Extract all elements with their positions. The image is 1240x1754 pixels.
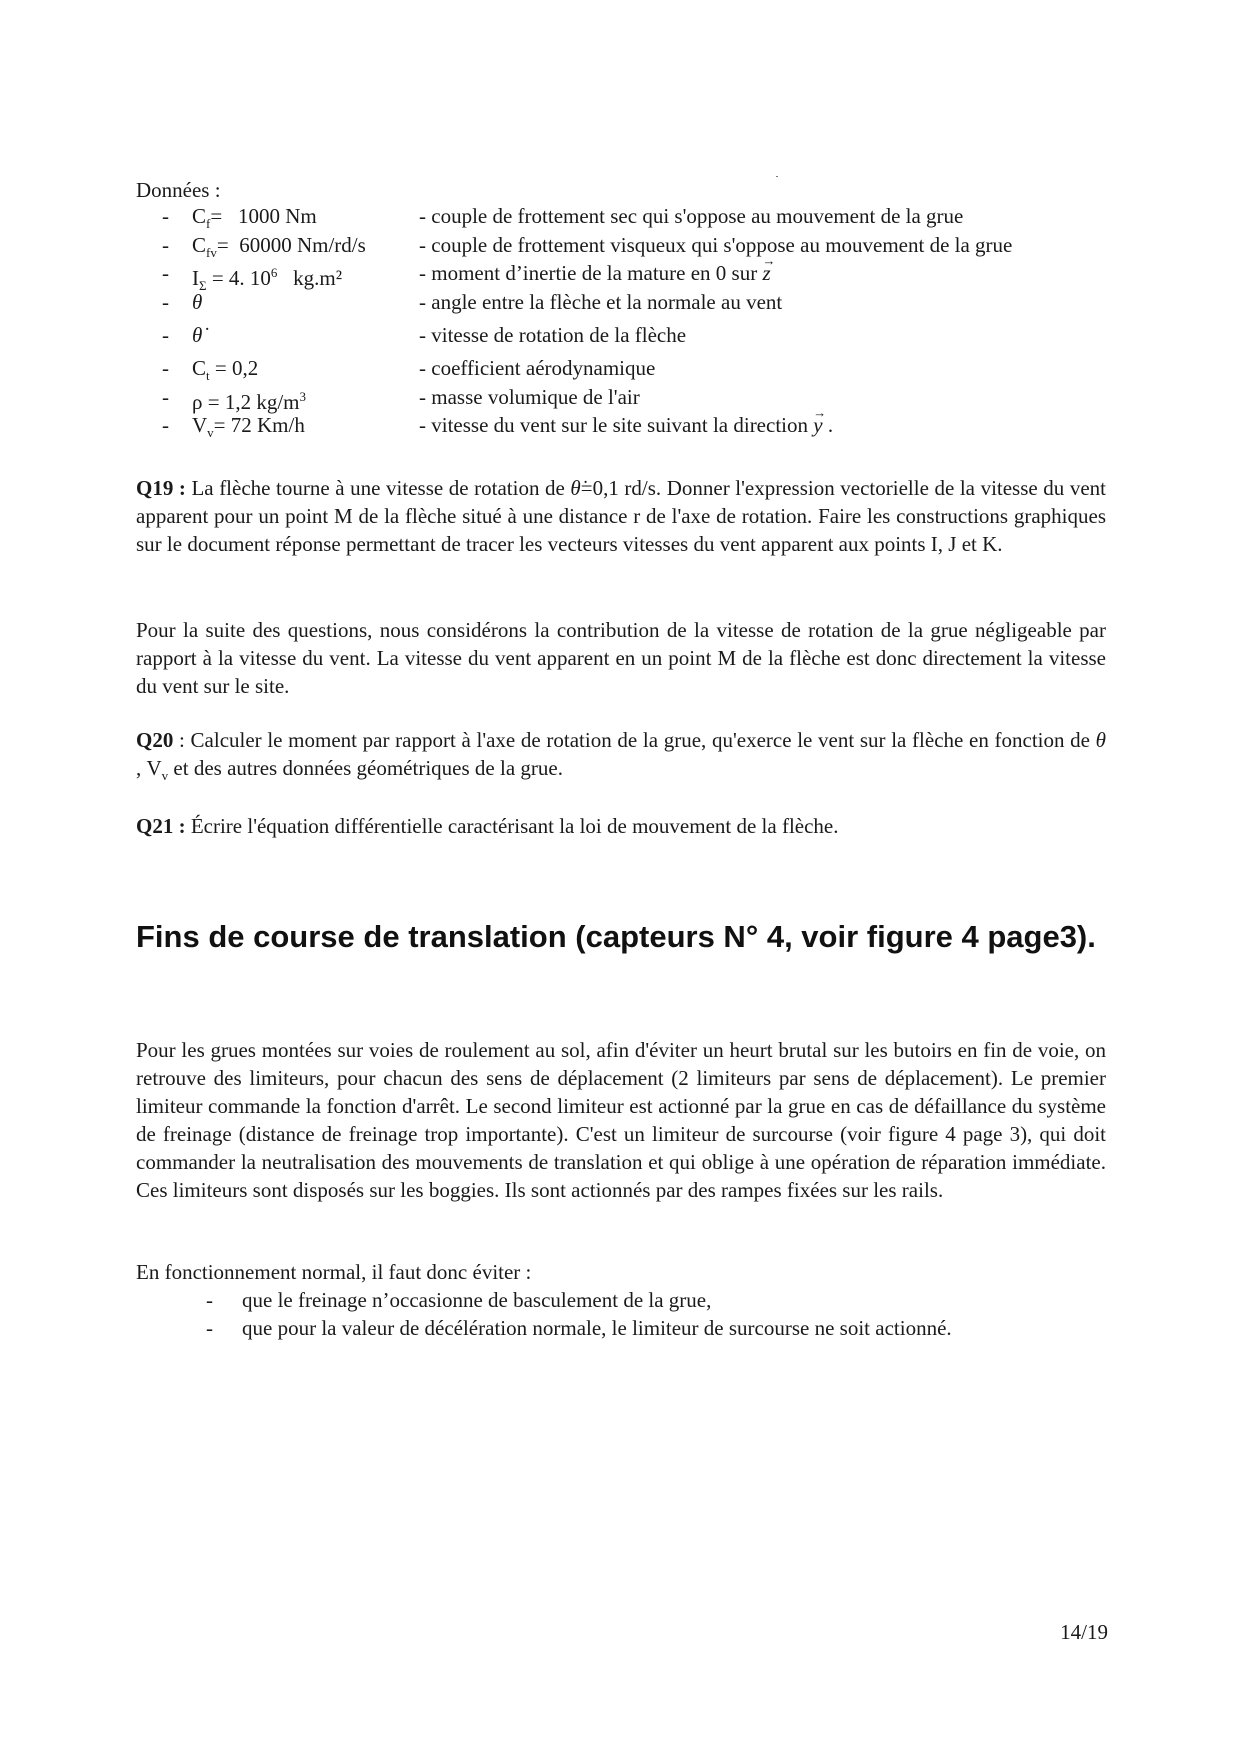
donnee-vv xyxy=(136,411,1116,440)
description: - angle entre la flèche et la normale au vent xyxy=(419,289,783,314)
donnee-cf xyxy=(136,202,1116,231)
vector-y: → y xyxy=(813,411,822,439)
list-dash: - xyxy=(162,384,169,409)
donnees-title: Données : xyxy=(136,178,221,202)
theta-dot-inline: θ̇ xyxy=(570,476,581,500)
q19-label: Q19 : xyxy=(136,476,186,500)
vector-z: → z xyxy=(762,259,770,287)
symbol-theta-dot: θ̇ xyxy=(192,323,203,347)
list-item-text: que le freinage n’occasionne de basculement de la grue, xyxy=(242,1288,712,1312)
list-dash: - xyxy=(206,1316,213,1340)
description: - vitesse du vent sur le site suivant la direction → y . xyxy=(419,411,833,439)
list-dash: - xyxy=(206,1288,213,1312)
donnee-rho xyxy=(136,383,1116,412)
description: - masse volumique de l'air xyxy=(419,384,640,409)
list-dash: - xyxy=(162,323,169,347)
question-q21: Q21 : Écrire l'équation différentielle caractérisant la loi de mouvement de la flèche. xyxy=(136,814,839,838)
list-dash: - xyxy=(162,413,169,437)
symbol-inertia: $I_\Sigma = 4$. $10^6$ kg.m² xyxy=(192,265,343,294)
q21-label: Q21 : xyxy=(136,814,186,838)
q20-label: Q20 xyxy=(136,728,174,752)
list-dash: - xyxy=(162,204,169,228)
symbol-cfv: $C_{fv}= 60000$ Nm/rd/s xyxy=(192,232,366,260)
section-heading: Fins de course de translation (capteurs N° 4, voir figure 4 page3). xyxy=(136,919,1096,954)
symbol-rho: ρ = 1,2 $kg/m^3$ xyxy=(192,388,306,414)
donnee-theta-dot xyxy=(136,316,1116,354)
paragraph-grues: Pour les grues montées sur voies de roulement au sol, afin d'éviter un heurt brutal sur les butoirs en fin de voie, on retrouve des limiteurs, pour chacun des sens de déplacement (2 limiteurs par sens de déplacement). Le premier limiteur commande la fonction d'arrêt. Le second limiteur est actionné par la grue en cas de défaillance du système de freinage (distance de freinage trop importante). C'est un limiteur de surcourse (voir figure 4 page 3), qui doit commander la neutralisation des mouvements de translation et qui oblige à une opération de réparation immédiate. Ces limiteurs sont disposés sur les boggies. Ils sont actionnés par des rampes fixées sur les rails. xyxy=(136,1038,1106,1202)
description: - couple de frottement sec qui s'oppose au mouvement de la grue xyxy=(419,204,964,228)
paragraph-fonctionnement: En fonctionnement normal, il faut donc éviter : xyxy=(136,1260,532,1284)
list-dash: - xyxy=(162,289,169,314)
question-q19: Q19 : La flèche tourne à une vitesse de rotation de θ̇=0,1 rd/s. Donner l'expression vectorielle de la vitesse du vent apparent pour un point M de la flèche situé à une distance r de l'axe de rotation. Faire les constructions graphiques sur le document réponse permettant de tracer les vecteurs vitesses du vent apparent aux points I, J et K. xyxy=(136,476,1107,556)
symbol-cf: $C_f= 1000$ Nm xyxy=(192,204,317,232)
list-item xyxy=(136,1286,1106,1314)
page-number: 14/19 xyxy=(1060,1620,1108,1644)
symbol-ct: $C_t = 0,2$ xyxy=(192,356,259,384)
donnee-inertia xyxy=(136,259,1116,294)
description: - couple de frottement visqueux qui s'oppose au mouvement de la grue xyxy=(419,232,1013,257)
donnees-list xyxy=(136,202,1116,440)
donnee-theta xyxy=(136,288,1116,317)
description: - vitesse de rotation de la flèche xyxy=(419,323,687,347)
donnee-cfv xyxy=(136,231,1116,260)
description: - moment d’inertie de la mature en 0 sur → z xyxy=(419,259,771,287)
symbol-theta: θ xyxy=(192,289,203,314)
theta-inline: θ xyxy=(1095,728,1106,752)
description: - coefficient aérodynamique xyxy=(419,356,656,380)
symbol-vv: $V_v= 72$ Km/h xyxy=(192,413,305,441)
list-item-text: que pour la valeur de décélération normale, le limiteur de surcourse ne soit actionné. xyxy=(242,1316,952,1340)
donnee-ct xyxy=(136,354,1116,383)
list-dash: - xyxy=(162,261,169,285)
question-q20: Q20 : Calculer le moment par rapport à l'axe de rotation de la grue, qu'exerce le vent sur la flèche en fonction de θ , $V_v$ et des autres données géométriques de la grue. xyxy=(136,728,1106,784)
paragraph-suite: Pour la suite des questions, nous considérons la contribution de la vitesse de rotation de la grue négligeable par rapport à la vitesse du vent. La vitesse du vent apparent en un point M de la flèche est donc directement la vitesse du vent sur le site. xyxy=(136,618,1106,698)
list-item xyxy=(136,1314,1106,1342)
bullet-list xyxy=(136,1286,1106,1342)
list-dash: - xyxy=(162,232,169,257)
list-dash: - xyxy=(162,356,169,380)
